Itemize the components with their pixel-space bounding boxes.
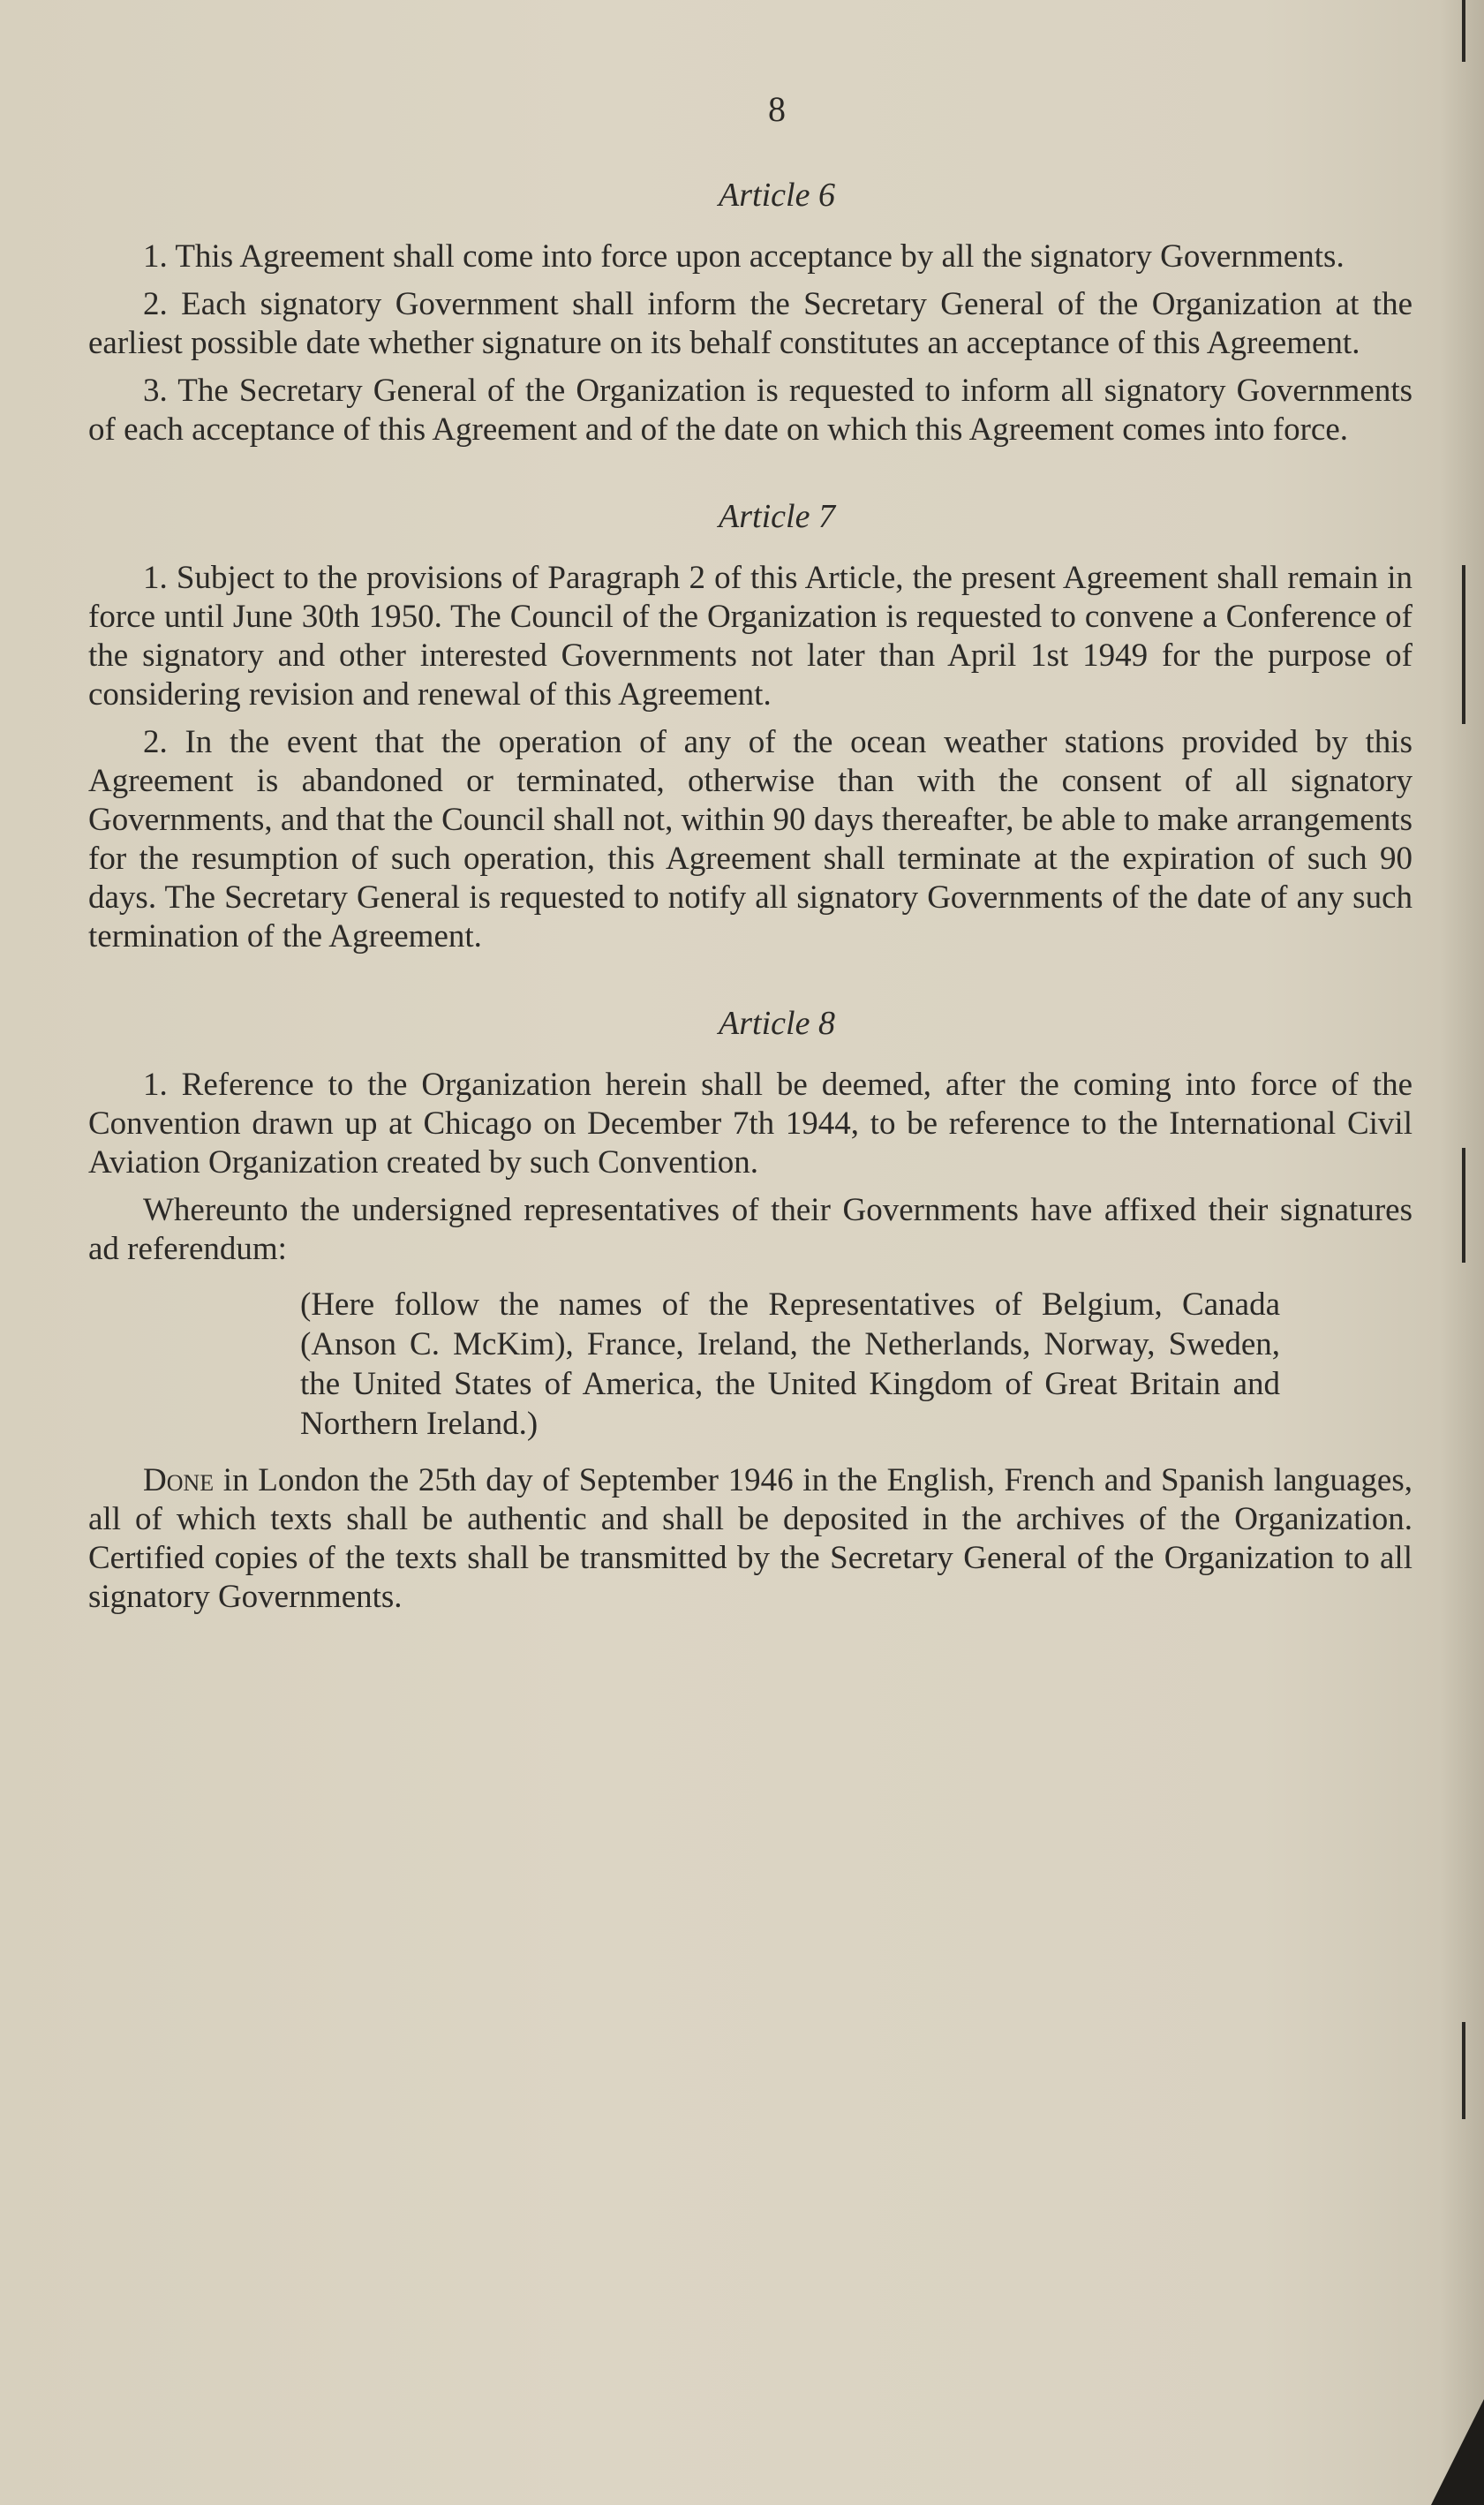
signatories-note: (Here follow the names of the Representatives of Belgium, Canada (Anson C. McKim), France, Ireland, the Netherlands, Norway, Sweden, the United States of America, the United Kingdom of Great Britain and Northern Ireland.) [300, 1286, 1280, 1442]
article-6-paragraph-2: 2. Each signatory Government shall inform the Secretary General of the Organization at the earliest possible date whether signature on its behalf constitutes an acceptance of this Agreement. [88, 286, 1412, 361]
article-7-paragraph-1: 1. Subject to the provisions of Paragraph 2 of this Article, the present Agreement shall remain in force until June 30th 1950. The Council of the Organization is requested to convene a Conference of the signatory and other interested Governments not later than April 1st 1949 for the purpose of considering revision and renewal of this Agreement. [88, 560, 1412, 713]
page-edge-line [1462, 2022, 1465, 2119]
article-8-heading: Article 8 [719, 1005, 835, 1042]
done-word: Done [143, 1462, 215, 1498]
page-edge-line [1462, 0, 1465, 62]
done-paragraph [88, 1461, 1412, 1617]
page-number: 8 [768, 89, 786, 129]
document-body [88, 88, 1412, 1626]
page-corner-mark [1431, 2399, 1484, 2505]
article-7-paragraph-2: 2. In the event that the operation of any of the ocean weather stations provided by this Agreement is abandoned or terminated, otherwise than with the consent of all signatory Governments, and that the Council shall not, within 90 days thereafter, be able to make arrangements for the resumption of such operation, this Agreement shall terminate at the expiration of such 90 days. The Secretary General is requested to notify all signatory Governments of the date of any such termination of the Agreement. [88, 724, 1412, 954]
page-edge-line [1462, 565, 1465, 724]
article-6-paragraph-3: 3. The Secretary General of the Organization is requested to inform all signatory Governments of each acceptance of this Agreement and of the date on which this Agreement comes into force. [88, 373, 1412, 448]
article-8-paragraph-2: Whereunto the undersigned representatives of their Governments have affixed their signatures ad referendum: [88, 1192, 1412, 1267]
article-8-paragraph-1: 1. Reference to the Organization herein shall be deemed, after the coming into force of the Convention drawn up at Chicago on December 7th 1944, to be reference to the International Civil Aviation Organization created by such Convention. [88, 1067, 1412, 1181]
article-7-heading: Article 7 [719, 498, 835, 535]
article-6-paragraph-1: 1. This Agreement shall come into force upon acceptance by all the signatory Governments. [143, 238, 1345, 275]
page-edge-line [1462, 1148, 1465, 1263]
done-paragraph-text: in London the 25th day of September 1946 in the English, French and Spanish languages, all of which texts shall be authentic and shall be deposited in the archives of the Organization. Certified copies of the texts shall be transmitted by the Secretary General of the Organization to all signatory Governments. [88, 1462, 1412, 1615]
article-6-heading: Article 6 [719, 177, 835, 214]
